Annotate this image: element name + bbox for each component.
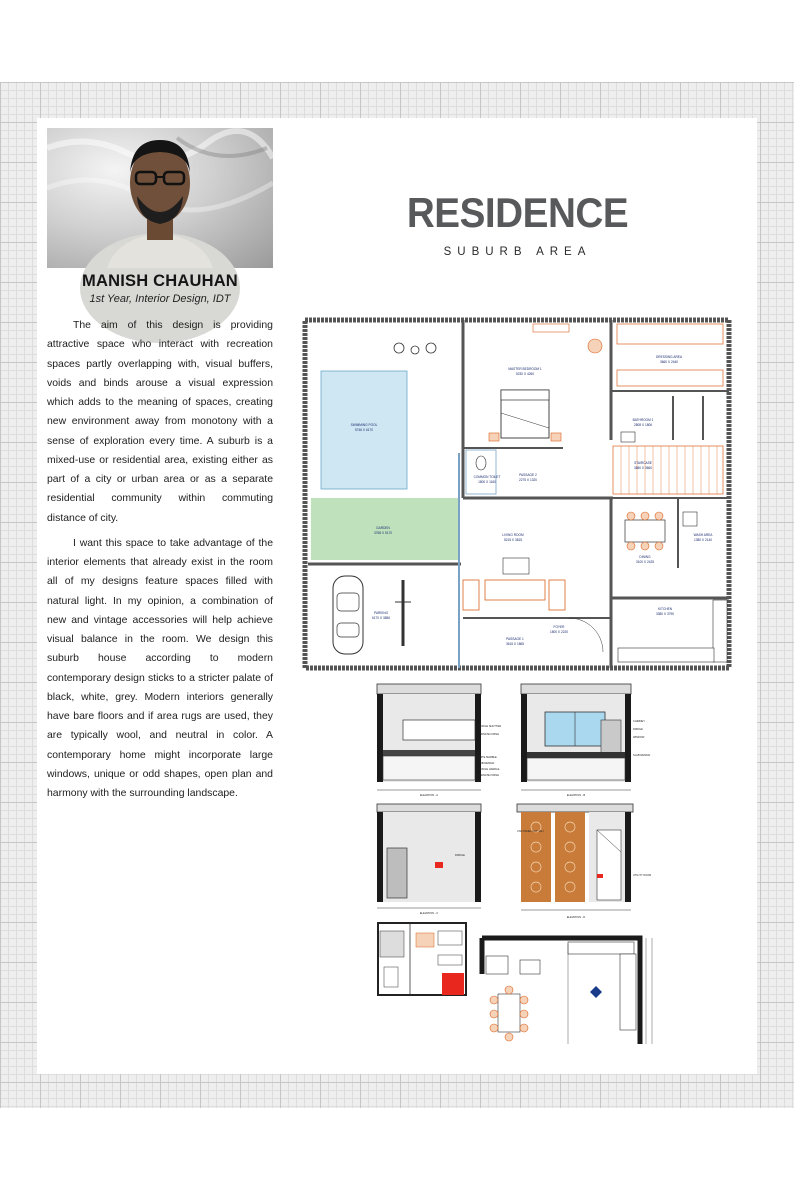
passage-2-label: PASSAGE 2 — [519, 473, 537, 477]
elev-b-note-1: CHIMNEY — [633, 720, 645, 723]
bathroom-label: BATHROOM 1 — [632, 418, 654, 422]
elev-a-note-1: PROFILE SHUTTER — [477, 725, 502, 728]
description-paragraph-2: I want this space to take advantage of the interior elements that already exist in the room all of my designs feature spaces filled with natural light. In my opinion, a combination of new and vintage accessories will help achieve visual balance in the room. We design this suburb house according to modern contemporary design sticks to a stricter palate of black, white, grey. Modern interiors generally have bare floors and if area rugs are used, they are typically wool, and neutral in color. A contemporary home might incorporate large windows, unique or odd shapes, open plan and harmony with the surrounding landscape. — [47, 537, 273, 799]
elev-a-note-4: SLAB DESIGN — [477, 762, 495, 765]
car-icon — [333, 576, 363, 654]
garden-label: GARDEN — [376, 526, 390, 530]
passage-2-dim: 2275 X 1320 — [518, 478, 538, 482]
master-bedroom-dim: 5230 X 4260 — [515, 372, 535, 376]
dressing-area-dim: 3660 X 2440 — [659, 360, 679, 364]
elev-a-note-6: LAMINATE FINISH — [477, 774, 500, 777]
bathroom-dim: 2808 X 1806 — [633, 423, 653, 427]
wash-area-dim: 1380 X 2140 — [693, 538, 713, 542]
parking-label: PARKING — [373, 611, 389, 615]
kitchen-key-plan — [376, 921, 468, 997]
elev-b-note-3: WINDOW — [633, 736, 645, 739]
living-room-dim: 5215 X 3815 — [503, 538, 523, 542]
elevation-a-label: ELEVATION - A — [419, 794, 439, 797]
foyer-label: FOYER — [553, 625, 565, 629]
dining-label: DINING — [639, 555, 651, 559]
profile-photo — [47, 128, 273, 268]
project-tagline: SUBURB AREA — [443, 246, 592, 258]
dining-table — [625, 512, 665, 550]
elev-c-note-1: FRIDGE — [455, 854, 465, 857]
elev-d-note-2: UTILITY DOOR — [633, 874, 652, 877]
kitchen-enlarged-plan — [480, 934, 660, 1054]
floor-plan — [303, 318, 731, 670]
living-room-label: LIVING ROOM — [502, 533, 524, 537]
passage-1-dim: 3615 X 1865 — [505, 642, 525, 646]
common-toilet-label: COMMON TOILET — [473, 475, 501, 479]
kitchen-dim: 3380 X 3790 — [655, 612, 675, 616]
dining-table-detail — [490, 986, 528, 1041]
elevation-d-label: ELEVATION - D — [566, 916, 586, 919]
garden-dim: 3768 X 5170 — [373, 531, 393, 535]
elevation-c-label: ELEVATION - C — [419, 912, 439, 915]
common-toilet-dim: 1800 X 1160 — [478, 480, 496, 484]
description-paragraph-1: The aim of this design is providing attractive space who interact with recreation spaces partly overlapping with, visual buffers, voids and binds arouse a visual expression which adds to the meaning of spaces, creating new environment away from monotony with a sense of exploration every time. A suburb is a mixed-use or residential area, existing either as part of a city or urban area or as a separate residential community within commuting distance of city. — [47, 320, 273, 524]
project-title: RESIDENCE — [406, 189, 629, 236]
passage-1-label: PASSAGE 1 — [506, 637, 524, 641]
elevation-b — [517, 682, 651, 798]
student-name: MANISH CHAUHAN — [82, 272, 238, 290]
staircase — [613, 446, 723, 494]
elev-b-note-4: SLAB DESIGN — [633, 754, 651, 757]
foyer-dim: 1800 X 2220 — [549, 630, 569, 634]
elev-d-note-1: CNC PANEL CUT JALI — [517, 830, 544, 833]
staircase-dim: 3680 X 3660 — [633, 466, 653, 470]
elevation-b-label: ELEVATION - B — [566, 794, 586, 797]
elevation-a — [373, 682, 502, 798]
elevation-d — [517, 802, 657, 922]
dining-dim: 3100 X 2425 — [635, 560, 655, 564]
staircase-label: STAIRCASE — [634, 461, 652, 465]
dressing-area-label: DRESSING AREA — [655, 355, 683, 359]
elevation-c — [373, 802, 493, 916]
elev-a-note-5: PROFILE HANDLE — [477, 768, 500, 771]
wash-area-label: WASH AREA — [693, 533, 713, 537]
swimming-pool-label: SWIMMING POOL — [350, 423, 378, 427]
swimming-pool-dim: 5746 X 6170 — [354, 428, 374, 432]
project-description — [47, 316, 273, 809]
kitchen-label: KITCHEN — [658, 607, 672, 611]
student-course: 1st Year, Interior Design, IDT — [89, 293, 231, 305]
elev-a-note-2: LAMINATE FINISH — [477, 733, 500, 736]
elev-a-note-3: WHITE MARBLE — [477, 756, 497, 759]
master-bedroom-label: MASTER BEDROOM 1 — [508, 367, 542, 371]
parking-dim: 6170 X 3856 — [371, 616, 391, 620]
elev-b-note-2: FRIDGE — [633, 728, 643, 731]
